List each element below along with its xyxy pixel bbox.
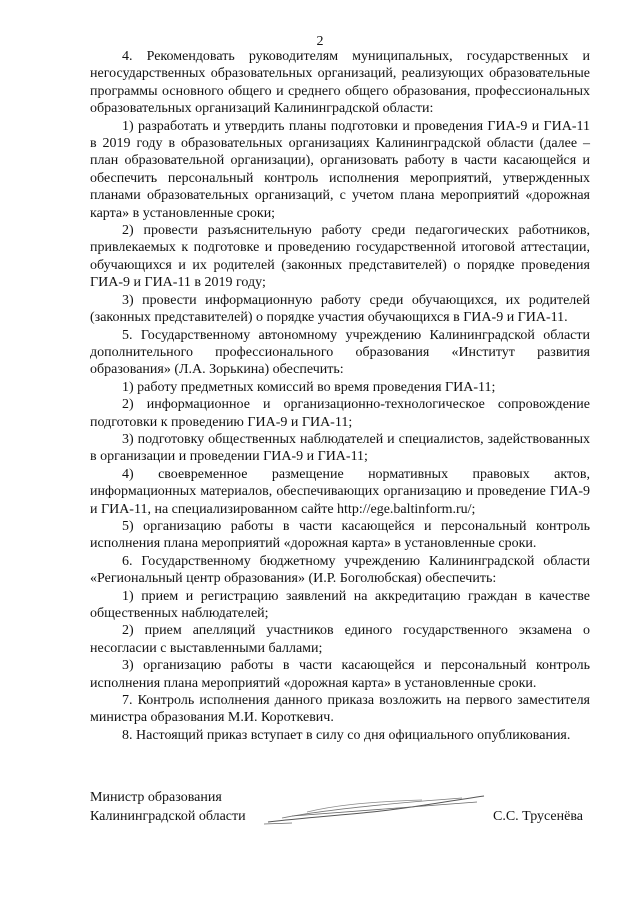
paragraph-5-2: 2) информационное и организационно-технологическое сопровождение подготовки к проведению ГИА-9 и ГИА-11; bbox=[90, 397, 590, 430]
page-number: 2 bbox=[316, 34, 324, 49]
paragraph-6-2: 2) прием апелляций участников единого государственного экзамена о несогласии с выставленными баллами; bbox=[90, 623, 590, 656]
paragraph-4-1: 1) разработать и утвердить планы подготовки и проведения ГИА-9 и ГИА-11 в 2019 году в образовательных организациях Калининградской области (далее – план образовательной организации), организовать работу в части касающейся и обеспечить персональный контроль исполнения мероприятий, утвержденных планами образовательных организаций, с учетом плана мероприятий «дорожная карта» в установленные сроки; bbox=[90, 118, 590, 221]
paragraph-4: 4. Рекомендовать руководителям муниципальных, государственных и негосударственных образовательных организаций, реализующих образовательные программы основного общего и среднего общего образования, профессиональных образовательных организаций Калининградской области: bbox=[90, 49, 590, 117]
paragraph-6-3: 3) организацию работы в части касающейся и персональный контроль исполнения плана мероприятий «дорожная карта» в установленные сроки. bbox=[90, 658, 590, 691]
paragraph-5: 5. Государственному автономному учреждению Калининградской области дополнительного профессионального образования «Институт развития образования» (Л.А. Зорькина) обеспечить: bbox=[90, 327, 590, 378]
paragraph-5-1: 1) работу предметных комиссий во время проведения ГИА-11; bbox=[122, 379, 496, 395]
paragraph-5-4: 4) своевременное размещение нормативных правовых актов, информационных материалов, обеспечивающих организацию и проведение ГИА-9 и ГИА-11, на специализированном сайте http://ege.baltinform.ru/; bbox=[90, 466, 590, 517]
document-body bbox=[90, 48, 590, 744]
paragraph-8: 8. Настоящий приказ вступает в силу со дня официального опубликования. bbox=[122, 727, 571, 743]
paragraph-6-1: 1) прием и регистрацию заявлений на аккредитацию граждан в качестве общественных наблюдателей; bbox=[90, 588, 590, 621]
handwritten-signature bbox=[262, 782, 492, 832]
paragraph-4-3: 3) провести информационную работу среди обучающихся, их родителей (законных представителей) о порядке участия обучающихся в ГИА-9 и ГИА-11. bbox=[90, 292, 590, 326]
paragraph-5-5: 5) организацию работы в части касающейся и персональный контроль исполнения плана мероприятий «дорожная карта» в установленные сроки. bbox=[90, 518, 590, 552]
paragraph-5-3: 3) подготовку общественных наблюдателей и специалистов, задействованных в организации и проведении ГИА-9 и ГИА-11; bbox=[90, 431, 590, 465]
signer-position-line2: Калининградской области bbox=[90, 809, 246, 824]
paragraph-4-2: 2) провести разъяснительную работу среди педагогических работников, привлекаемых к подготовке и проведению государственной итоговой аттестации, обучающихся и их родителей (законных представителей) о порядке проведения ГИА-9 и ГИА-11 в 2019 году; bbox=[90, 223, 590, 291]
paragraph-6: 6. Государственному бюджетному учреждению Калининградской области «Региональный центр образования» (И.Р. Боголюбская) обеспечить: bbox=[90, 553, 590, 587]
signer-position-line1: Министр образования bbox=[90, 790, 222, 805]
paragraph-7: 7. Контроль исполнения данного приказа возложить на первого заместителя министра образования М.И. Короткевич. bbox=[90, 693, 590, 726]
signer-name: С.С. Трусенёва bbox=[493, 809, 583, 824]
